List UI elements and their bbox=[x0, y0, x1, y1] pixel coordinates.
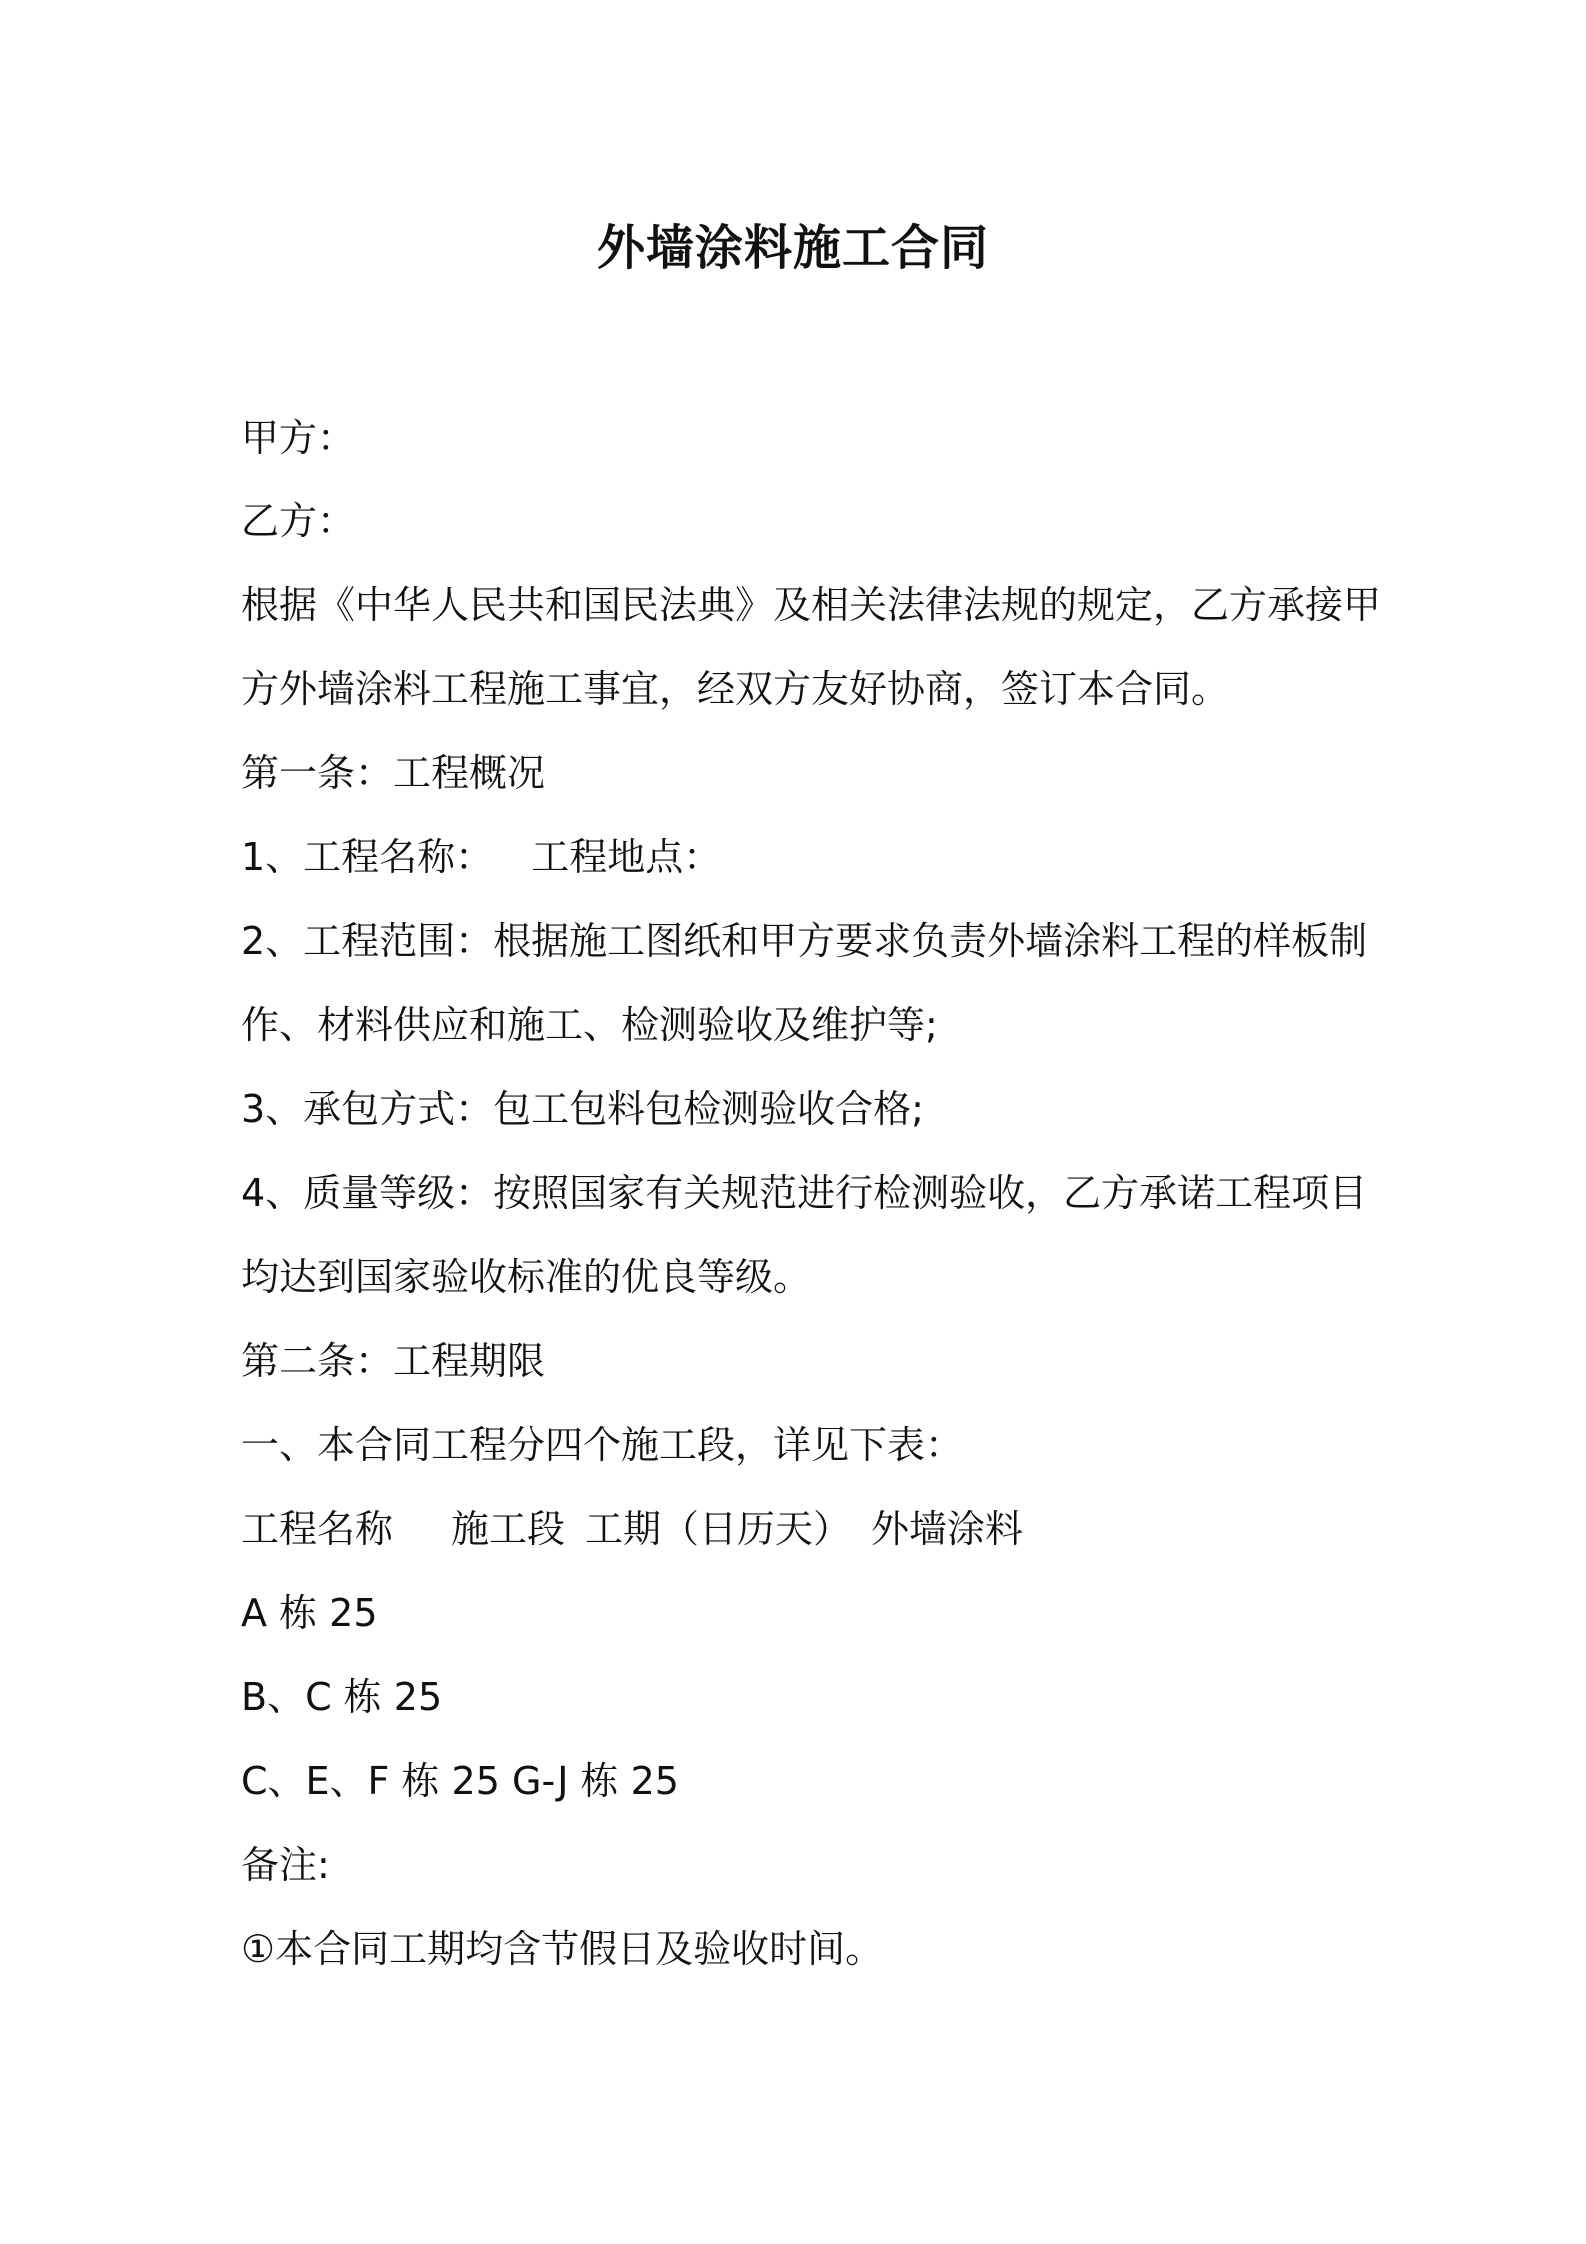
article1-item1 bbox=[241, 829, 721, 885]
article1-item2-line-1: 2、工程范围：根据施工图纸和甲方要求负责外墙涂料工程的样板制 bbox=[241, 919, 1368, 963]
schedule-row-2: B、C 栋 25 bbox=[241, 1675, 443, 1719]
article1-item4-line-1: 4、质量等级：按照国家有关规范进行检测验收，乙方承诺工程项目 bbox=[241, 1171, 1368, 1215]
article1-heading: 第一条：工程概况 bbox=[241, 751, 546, 795]
header-project-name: 工程名称 bbox=[241, 1507, 394, 1551]
schedule-row-1: A 栋 25 bbox=[241, 1591, 378, 1635]
header-exterior-coating: 外墙涂料 bbox=[871, 1507, 1024, 1551]
project-name-label: 1、工程名称： bbox=[241, 835, 494, 879]
preamble-line-1: 根据《中华人民共和国民法典》及相关法律法规的规定，乙方承接甲 bbox=[241, 583, 1382, 627]
preamble-line-2: 方外墙涂料工程施工事宜，经双方友好协商，签订本合同。 bbox=[241, 667, 1230, 711]
party-b-label: 乙方： bbox=[241, 499, 356, 543]
remark-label: 备注: bbox=[241, 1843, 330, 1887]
project-location-label: 工程地点： bbox=[531, 835, 722, 879]
article2-intro: 一、本合同工程分四个施工段，详见下表： bbox=[241, 1423, 964, 1467]
schedule-row-3: C、E、F 栋 25 G-J 栋 25 bbox=[241, 1759, 679, 1803]
header-construction-section: 施工段 bbox=[451, 1507, 566, 1551]
article1-item2-line-2: 作、材料供应和施工、检测验收及维护等; bbox=[241, 1003, 938, 1047]
document-title: 外墙涂料施工合同 bbox=[596, 220, 989, 276]
header-duration: 工期（日历天） bbox=[585, 1507, 852, 1551]
schedule-table-header bbox=[241, 1501, 1023, 1557]
article2-heading: 第二条：工程期限 bbox=[241, 1339, 546, 1383]
article1-item3: 3、承包方式：包工包料包检测验收合格; bbox=[241, 1087, 924, 1131]
article1-item4-line-2: 均达到国家验收标准的优良等级。 bbox=[241, 1255, 812, 1299]
party-a-label: 甲方： bbox=[241, 416, 356, 460]
remark-item-1: ①本合同工期均含节假日及验收时间。 bbox=[241, 1927, 884, 1971]
